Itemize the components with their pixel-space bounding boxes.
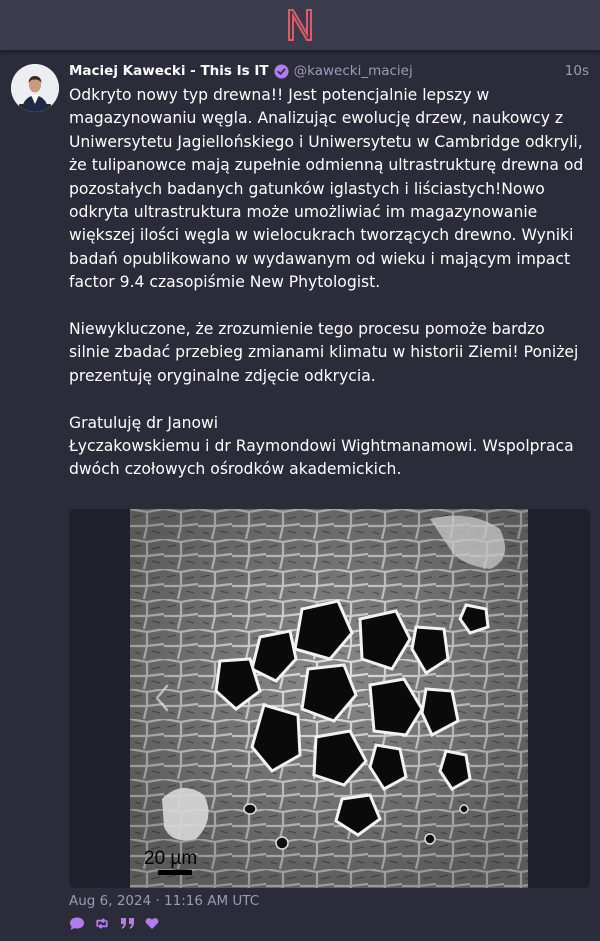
scale-bar-label: 20 µm [144,848,198,869]
retweet-icon[interactable] [94,915,110,931]
tweet-paragraph: Niewykluczone, że zrozumienie tego procesu pomoże bardzo silnie zbadać przebieg zmianami klimatu w historii Ziemi! Poniżej prezentuję oryginalne zdjęcie odkrycia. [69,320,579,385]
tweet-timestamp[interactable]: Aug 6, 2024 · 11:16 AM UTC [69,893,260,909]
scale-bar [158,870,192,875]
app-header [0,0,600,50]
avatar-person-icon [11,64,59,112]
tweet-content [69,84,589,482]
tweet-paragraph: Gratuluję dr Janowi [69,413,219,432]
verified-badge-icon [274,64,289,79]
avatar[interactable] [11,64,59,112]
tweet-header [69,61,589,81]
user-handle[interactable]: @kawecki_maciej [293,63,413,79]
tweet [0,52,600,941]
tweet-actions [69,915,160,931]
reply-icon[interactable] [69,915,85,931]
gallery-prev-icon[interactable] [153,683,171,713]
microscope-image[interactable] [130,509,528,888]
tweet-time[interactable]: 10s [564,63,589,79]
display-name[interactable]: Maciej Kawecki - This Is IT [69,63,269,79]
nitter-logo-icon[interactable] [286,8,314,42]
tweet-paragraph: Odkryto nowy typ drewna!! Jest potencjalnie lepszy w magazynowaniu węgla. Analizując ewolucję drzew, naukowcy z Uniwersytetu Jagiellońskiego i Uniwersytetu w Cambridge odkryli, że tulipanowce mają zupełnie odmienną ultrastrukturę drewna od pozostałych badanych gatunków iglastych i liściastych!Nowo odkryta ultrastruktura może umożliwiać im magazynowanie większej ilości węgla w wielocukrach tworzących drewno. Wyniki badań opublikowano w wydawanym od wieku i mającym impact factor 9.4 czasopiśmie New Phytologist. [69,86,584,292]
tweet-media[interactable] [69,509,590,888]
quote-icon[interactable] [119,915,135,931]
like-icon[interactable] [144,915,160,931]
tweet-paragraph: Łyczakowskiemu i dr Raymondowi Wightmanamowi. Wspolpraca dwóch czołowych ośrodków akademickich. [69,437,574,479]
